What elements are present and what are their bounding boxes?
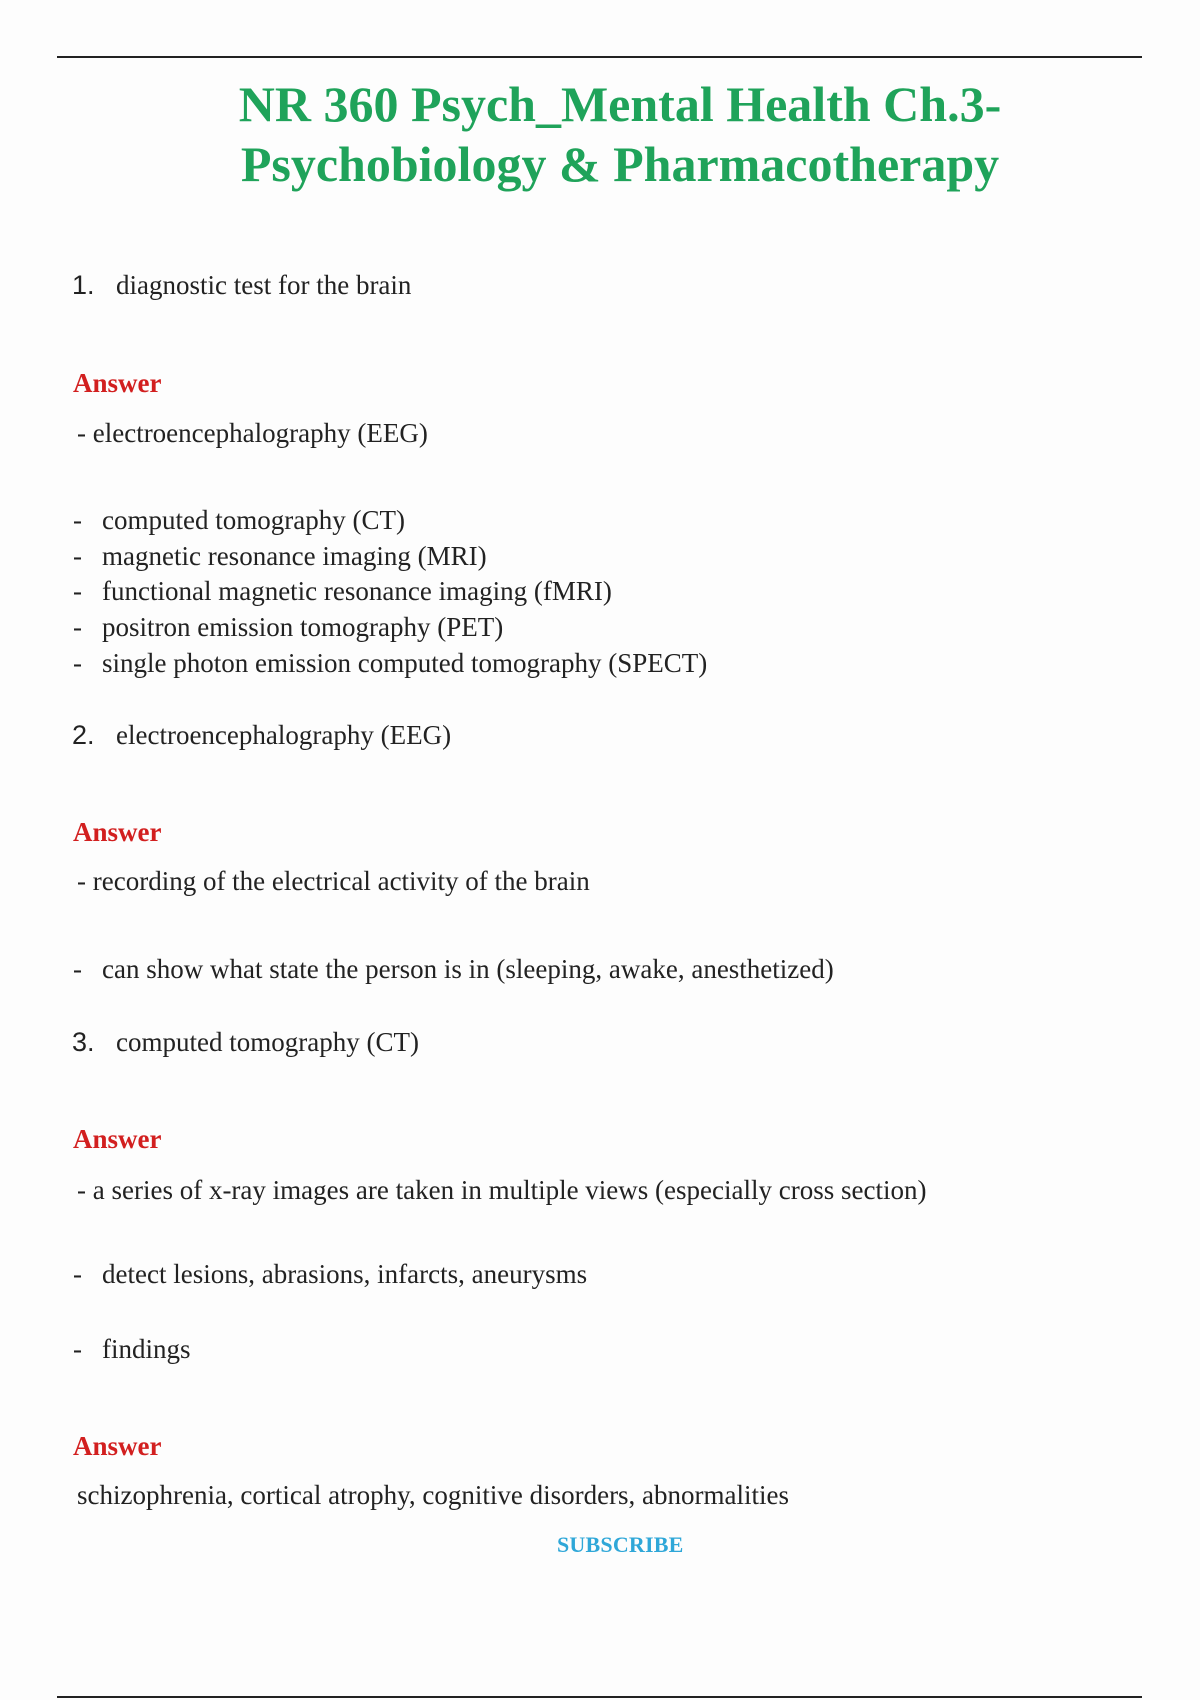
list-item xyxy=(73,954,834,985)
bottom-divider xyxy=(57,1696,1142,1698)
answer-text: - recording of the electrical activity of the brain xyxy=(77,866,590,896)
list-item xyxy=(73,576,612,607)
title-line-2: Psychobiology & Pharmacotherapy xyxy=(240,136,1000,192)
bullet-dash: - xyxy=(73,505,82,535)
list-item-text: can show what state the person is in (sleeping, awake, anesthetized) xyxy=(102,954,834,984)
list-item-text: magnetic resonance imaging (MRI) xyxy=(102,541,487,571)
list-item-text: findings xyxy=(102,1334,191,1364)
list-item xyxy=(73,612,503,643)
subscribe-link[interactable]: SUBSCRIBE xyxy=(557,1532,684,1557)
list-item xyxy=(73,505,405,536)
answer-label: Answer xyxy=(73,817,162,847)
list-item-text: detect lesions, abrasions, infarcts, aneurysms xyxy=(102,1259,588,1289)
answer-text: - electroencephalography (EEG) xyxy=(77,418,428,448)
question-text: computed tomography (CT) xyxy=(116,1027,419,1057)
list-item-text: computed tomography (CT) xyxy=(102,505,405,535)
answer-text: schizophrenia, cortical atrophy, cognitive disorders, abnormalities xyxy=(77,1480,790,1510)
question-number: 1. xyxy=(72,270,95,300)
document-title xyxy=(0,74,1200,194)
question-number: 2. xyxy=(72,720,95,750)
answer-label: Answer xyxy=(73,368,162,398)
answer-label: Answer xyxy=(73,1124,162,1154)
list-item xyxy=(73,648,707,679)
bullet-dash: - xyxy=(73,576,82,606)
bullet-dash: - xyxy=(73,1334,82,1364)
bullet-dash: - xyxy=(73,541,82,571)
list-item xyxy=(73,1334,191,1365)
top-divider xyxy=(57,56,1142,58)
bullet-dash: - xyxy=(73,1259,82,1289)
bullet-dash: - xyxy=(73,612,82,642)
bullet-dash: - xyxy=(73,648,82,678)
list-item xyxy=(73,1259,587,1290)
list-item-text: functional magnetic resonance imaging (fMRI) xyxy=(102,576,612,606)
list-item-text: positron emission tomography (PET) xyxy=(102,612,504,642)
list-item xyxy=(73,541,487,572)
title-line-1: NR 360 Psych_Mental Health Ch.3- xyxy=(238,76,1002,132)
answer-label: Answer xyxy=(73,1431,162,1461)
bullet-dash: - xyxy=(73,954,82,984)
question-text: electroencephalography (EEG) xyxy=(116,720,452,750)
question-number: 3. xyxy=(72,1027,95,1057)
list-item-text: single photon emission computed tomography (SPECT) xyxy=(102,648,708,678)
question-text: diagnostic test for the brain xyxy=(116,270,412,300)
answer-text: - a series of x-ray images are taken in multiple views (especially cross section) xyxy=(77,1175,927,1205)
